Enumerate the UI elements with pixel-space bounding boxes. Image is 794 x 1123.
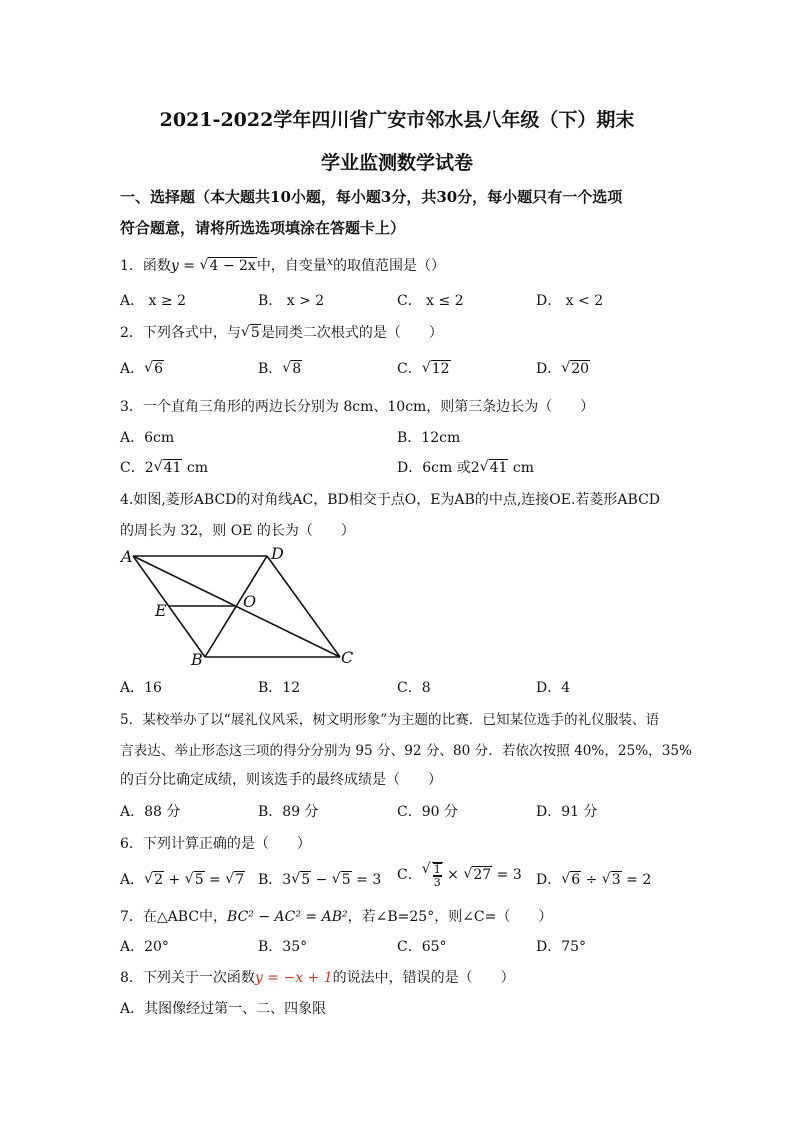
q1-option-d[interactable]: D． x < 2 (536, 293, 604, 309)
q6-option-a[interactable]: A．√ 2 + √ 5 = √ 7 (120, 869, 245, 889)
q7-option-b[interactable]: B．35° (258, 939, 308, 955)
q4-option-d[interactable]: D．4 (536, 680, 571, 696)
question-4-cont: 的周长为 32，则 OE 的长为（ ） (120, 523, 355, 539)
q7-stem-b: ，若∠B=25°，则∠C=（ ） (347, 909, 553, 925)
q1-option-a[interactable]: A． x ≥ 2 (120, 293, 186, 309)
q1-option-b[interactable]: B． x > 2 (258, 293, 325, 309)
q4-option-a[interactable]: A．16 (120, 680, 162, 696)
q8-stem-b: 的说法中，错误的是（ ） (332, 970, 515, 986)
q3-option-c[interactable]: C．2√ 41 cm (120, 457, 208, 477)
q3-option-b[interactable]: B．12cm (397, 430, 461, 446)
question-3: 3．一个直角三角形的两边长分别为 8cm、10cm，则第三条边长为（ ） (120, 399, 595, 415)
question-7 (120, 906, 552, 926)
section-heading: 一、选择题（本大题共10小题，每小题3分，共30分，每小题只有一个选项 (120, 188, 623, 206)
question-1 (120, 255, 445, 275)
edge-dc (267, 556, 340, 657)
page-title: 2021-2022学年四川省广安市邻水县八年级（下）期末 (159, 109, 635, 131)
page-subtitle: 学业监测数学试卷 (320, 152, 473, 174)
q1-option-c[interactable]: C． x ≤ 2 (397, 293, 464, 309)
q2-option-d[interactable]: D．√ 20 (536, 358, 590, 378)
q8-option-a[interactable]: A．其图像经过第一、二、四象限 (120, 1001, 327, 1017)
question-4: 4.如图,菱形ABCD的对角线AC，BD相交于点O，E为AB的中点,连接OE.若菱形ABCD (120, 492, 661, 508)
q1-radical: √ 4 − 2x (199, 258, 256, 274)
q2-stem-a: 2．下列各式中，与 (120, 325, 241, 341)
q7-formula: BC² − AC² = AB² (227, 909, 348, 925)
q1-stem-a: 1．函数 (120, 258, 171, 274)
question-5-cont1: 言表达、举止形态这三项的得分分别为 95 分、92 分、80 分．若依次按照 40%，25%，35% (120, 743, 692, 759)
rhombus-figure (115, 540, 365, 670)
q5-option-b[interactable]: B．89 分 (258, 804, 319, 820)
q2-ref-radical: √ 5 (241, 325, 261, 341)
q5-option-d[interactable]: D．91 分 (536, 804, 598, 820)
q6-option-b[interactable]: B．3√ 5 − √ 5 = 3 (258, 869, 381, 889)
question-2 (120, 322, 443, 342)
q1-stem-b: 中，自变量 (256, 258, 327, 274)
label-o: O (243, 592, 257, 611)
q2-option-c[interactable]: C．√ 12 (397, 358, 451, 378)
question-8 (120, 967, 515, 987)
q2-option-a[interactable]: A．√ 6 (120, 358, 164, 378)
q7-option-a[interactable]: A．20° (120, 939, 169, 955)
q5-option-c[interactable]: C．90 分 (397, 804, 458, 820)
label-d: D (271, 544, 284, 563)
q7-option-d[interactable]: D．75° (536, 939, 587, 955)
q7-option-c[interactable]: C．65° (397, 939, 447, 955)
q7-stem-a: 7．在△ABC中， (120, 909, 228, 925)
q1-func-lhs: y = (170, 258, 196, 274)
question-5-cont2: 的百分比确定成绩，则该选手的最终成绩是（ ） (120, 772, 442, 788)
q3-option-a[interactable]: A．6cm (120, 430, 175, 446)
q8-function: y = −x + 1 (254, 970, 333, 986)
label-b: B (191, 650, 203, 669)
q4-option-b[interactable]: B．12 (258, 680, 301, 696)
q3-option-d[interactable]: D．6cm 或2√ 41 cm (397, 457, 534, 477)
label-a: A (121, 547, 133, 566)
section-heading-cont: 符合题意，请将所选选项填涂在答题卡上） (120, 219, 406, 237)
q4-option-c[interactable]: C．8 (397, 680, 431, 696)
q1-function (171, 258, 257, 274)
question-6: 6．下列计算正确的是（ ） (120, 836, 311, 852)
q5-option-a[interactable]: A．88 分 (120, 804, 181, 820)
label-c: C (341, 648, 354, 667)
q1-var: x (326, 255, 334, 268)
label-e: E (155, 601, 167, 620)
q2-stem-b: 是同类二次根式的是（ ） (260, 325, 443, 341)
q6-option-c[interactable]: C． √ $\frac{1}{3}$ × √ 27 = 3 (397, 862, 522, 888)
q6-option-d[interactable]: D．√ 6 ÷ √ 3 = 2 (536, 869, 651, 889)
q2-option-b[interactable]: B．√ 8 (258, 358, 302, 378)
q8-stem-a: 8．下列关于一次函数 (120, 970, 255, 986)
question-5: 5．某校举办了以“展礼仪风采，树文明形象”为主题的比赛．已知某位选手的礼仪服装、语 (120, 712, 660, 728)
q1-stem-c: 的取值范围是（） (333, 258, 446, 274)
